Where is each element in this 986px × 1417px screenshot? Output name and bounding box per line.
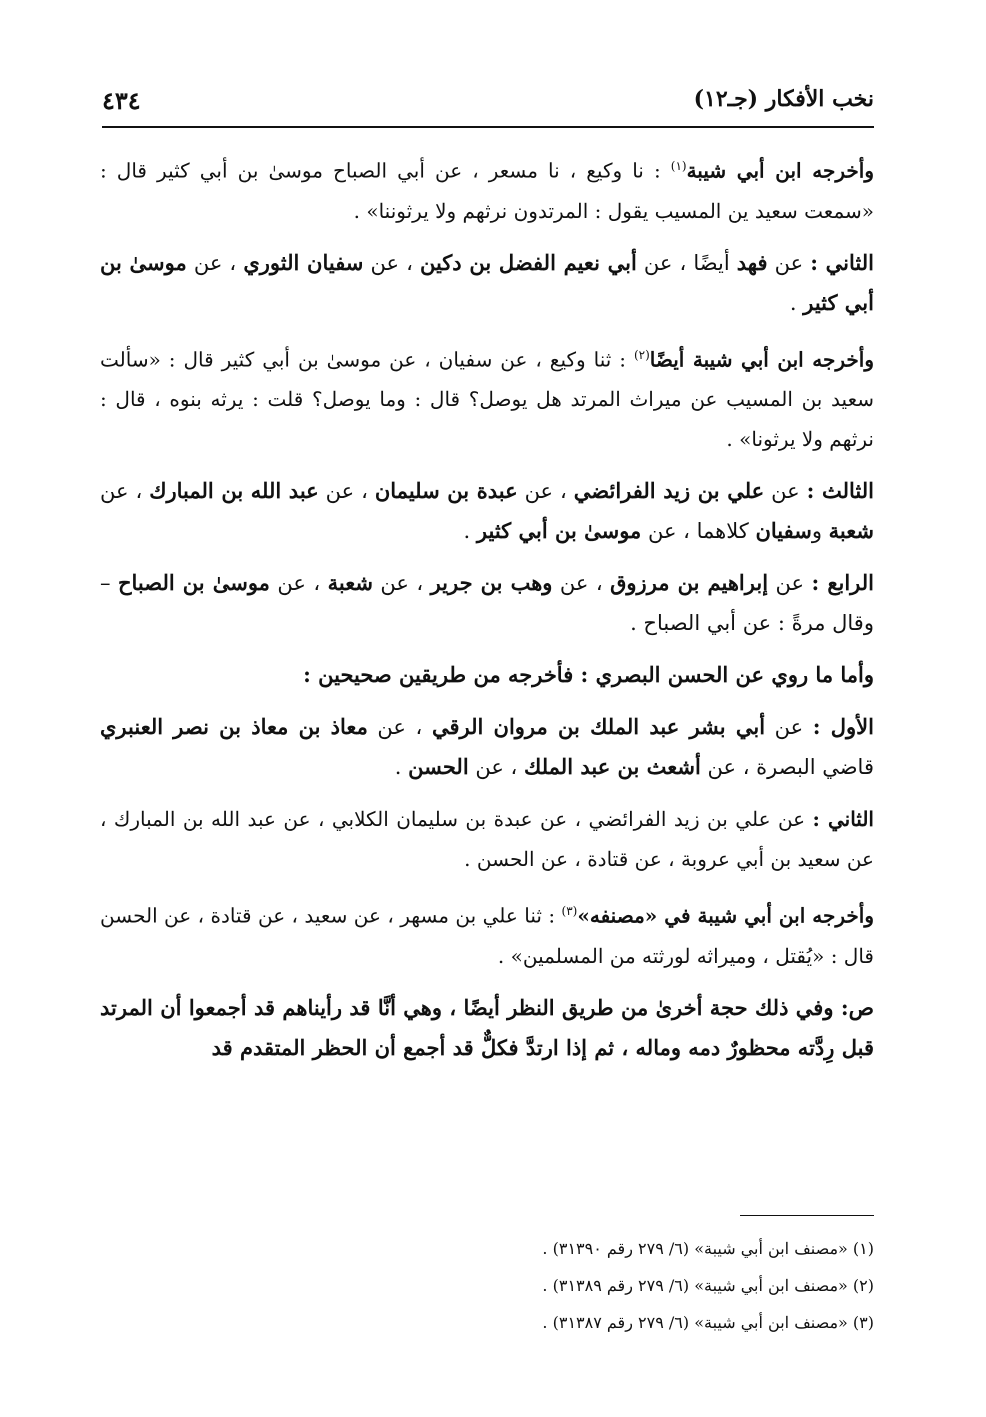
bold-text: علي بن زيد الفرائضي	[573, 478, 765, 504]
text-run: عن	[764, 479, 807, 504]
bold-text: وأخرجه ابن أبي شيبة أيضًا	[649, 347, 874, 372]
bold-text: الثالث :	[806, 478, 874, 504]
text-paragraph	[100, 471, 874, 551]
footnote-ref: (٣)	[561, 904, 578, 919]
text-run: ، عن	[372, 571, 431, 596]
text-run: عن	[768, 571, 812, 596]
text-run: ، عن	[318, 479, 375, 504]
text-run: ، عن	[468, 755, 524, 780]
text-run: عن	[765, 715, 813, 740]
bold-text: سفيان	[755, 518, 812, 544]
commentary-paragraph	[100, 988, 874, 1068]
page-number: ٤٣٤	[102, 86, 141, 115]
text-run: أيضًا ، عن	[636, 250, 737, 275]
footnote: (٣) «مصنف ابن أبي شيبة» (٦/ ٢٧٩ رقم ٣١٣٨٧) .	[542, 1313, 874, 1332]
bold-text: الأول :	[812, 714, 874, 740]
text-run: : ثنا وكيع ، عن سفيان ، عن موسىٰ بن أبي كثير قال : «سألت سعيد بن المسيب عن ميراث المرتد هل يوصل؟ قال : وما يوصل؟ قلت : يرثه بنوه ، قال : نرثهم ولا يرثونا» .	[100, 347, 874, 452]
bold-text: ص: وفي ذلك حجة أخرىٰ من طريق النظر أيضًا ، وهي أنَّا قد رأيناهم قد أجمعوا أن المرتد قبل رِدَّته محظورٌ دمه وماله ، ثم إذا ارتدَّ فكلٌّ قد أجمع أن الحظر المتقدم قد	[100, 994, 874, 1060]
bold-text: سفيان الثوري	[243, 249, 364, 275]
text-run: ، عن	[186, 250, 244, 275]
text-run: – وقال مرةً : عن أبي الصباح .	[100, 571, 874, 636]
bold-text: إبراهيم بن مرزوق	[610, 570, 769, 596]
text-paragraph	[100, 563, 874, 643]
bold-text: الحسن	[408, 754, 469, 780]
text-paragraph	[100, 146, 874, 231]
bold-text: موسىٰ بن أبي كثير	[476, 518, 642, 544]
text-run: كلاهما ، عن	[641, 519, 756, 544]
header-divider	[102, 126, 874, 128]
footnote-divider	[740, 1215, 874, 1216]
text-run: و	[811, 519, 829, 544]
text-run: ، عن	[363, 250, 420, 275]
bold-text: موسىٰ بن الصباح	[117, 570, 270, 596]
text-run: قاضي البصرة ، عن	[700, 755, 874, 780]
bold-text: فهد	[736, 249, 768, 275]
bold-text: شعبة	[327, 570, 373, 596]
bold-text: الثاني :	[812, 807, 874, 832]
text-paragraph	[100, 335, 874, 460]
text-run: عن علي بن زيد الفرائضي ، عن عبدة بن سليمان الكلابي ، عن عبد الله بن المبارك ، عن سعيد بن أبي عروبة ، عن قتادة ، عن الحسن .	[100, 807, 874, 872]
footnote: (٢) «مصنف ابن أبي شيبة» (٦/ ٢٧٩ رقم ٣١٣٨٩) .	[542, 1276, 874, 1295]
text-run: ، عن	[517, 479, 574, 504]
bold-text: عبدة بن سليمان	[374, 478, 518, 504]
text-paragraph	[100, 891, 874, 976]
bold-text: وهب بن جرير	[430, 570, 553, 596]
text-run: .	[789, 290, 804, 315]
text-paragraph	[100, 707, 874, 787]
text-paragraph	[100, 799, 874, 879]
footnote-ref: (١)	[670, 159, 687, 173]
bold-text: الثاني :	[810, 249, 874, 275]
bold-text: أبي نعيم الفضل بن دكين	[419, 249, 637, 275]
bold-text: موسىٰ بن أبي كثير	[100, 249, 874, 315]
text-run: ، عن	[367, 715, 432, 740]
bold-text: معاذ بن معاذ بن نصر العنبري	[100, 714, 368, 740]
page-header	[102, 78, 874, 120]
text-run: : ثنا علي بن مسهر ، عن سعيد ، عن قتادة ، عن الحسن قال : «يُقتل ، وميراثه لورثته من المسلمين» .	[100, 903, 874, 968]
text-run: .	[394, 755, 409, 780]
text-run: ، عن	[269, 571, 328, 596]
bold-text: أبي بشر عبد الملك بن مروان الرقي	[431, 714, 766, 740]
text-paragraph	[100, 243, 874, 323]
bold-text: أشعث بن عبد الملك	[524, 754, 701, 780]
bold-text: وأخرجه ابن أبي شيبة في «مصنفه»	[577, 903, 874, 928]
body-text	[100, 146, 874, 1080]
text-run: ، عن	[100, 479, 150, 504]
bold-text: شعبة	[828, 518, 874, 544]
text-run: : نا وكيع ، نا مسعر ، عن أبي الصباح موسىٰ بن أبي كثير قال : «سمعت سعيد ين المسيب يقول : المرتدون نرثهم ولا يرثوننا» .	[100, 158, 874, 223]
bold-text: عبد الله بن المبارك	[149, 478, 319, 504]
footnotes	[100, 1230, 874, 1341]
text-paragraph	[100, 655, 874, 695]
bold-text: الرابع :	[811, 570, 875, 596]
footnote: (١) «مصنف ابن أبي شيبة» (٦/ ٢٧٩ رقم ٣١٣٩٠) .	[542, 1239, 874, 1258]
running-title: نخب الأفكار (جـ١٢)	[693, 86, 874, 112]
text-run: عن	[767, 250, 811, 275]
text-run: ، عن	[552, 571, 611, 596]
bold-text: وأخرجه ابن أبي شيبة	[686, 158, 874, 183]
bold-text: وأما ما روي عن الحسن البصري : فأخرجه من طريقين صحيحين :	[303, 662, 874, 688]
footnote-ref: (٢)	[633, 347, 650, 362]
text-run: .	[463, 519, 477, 544]
